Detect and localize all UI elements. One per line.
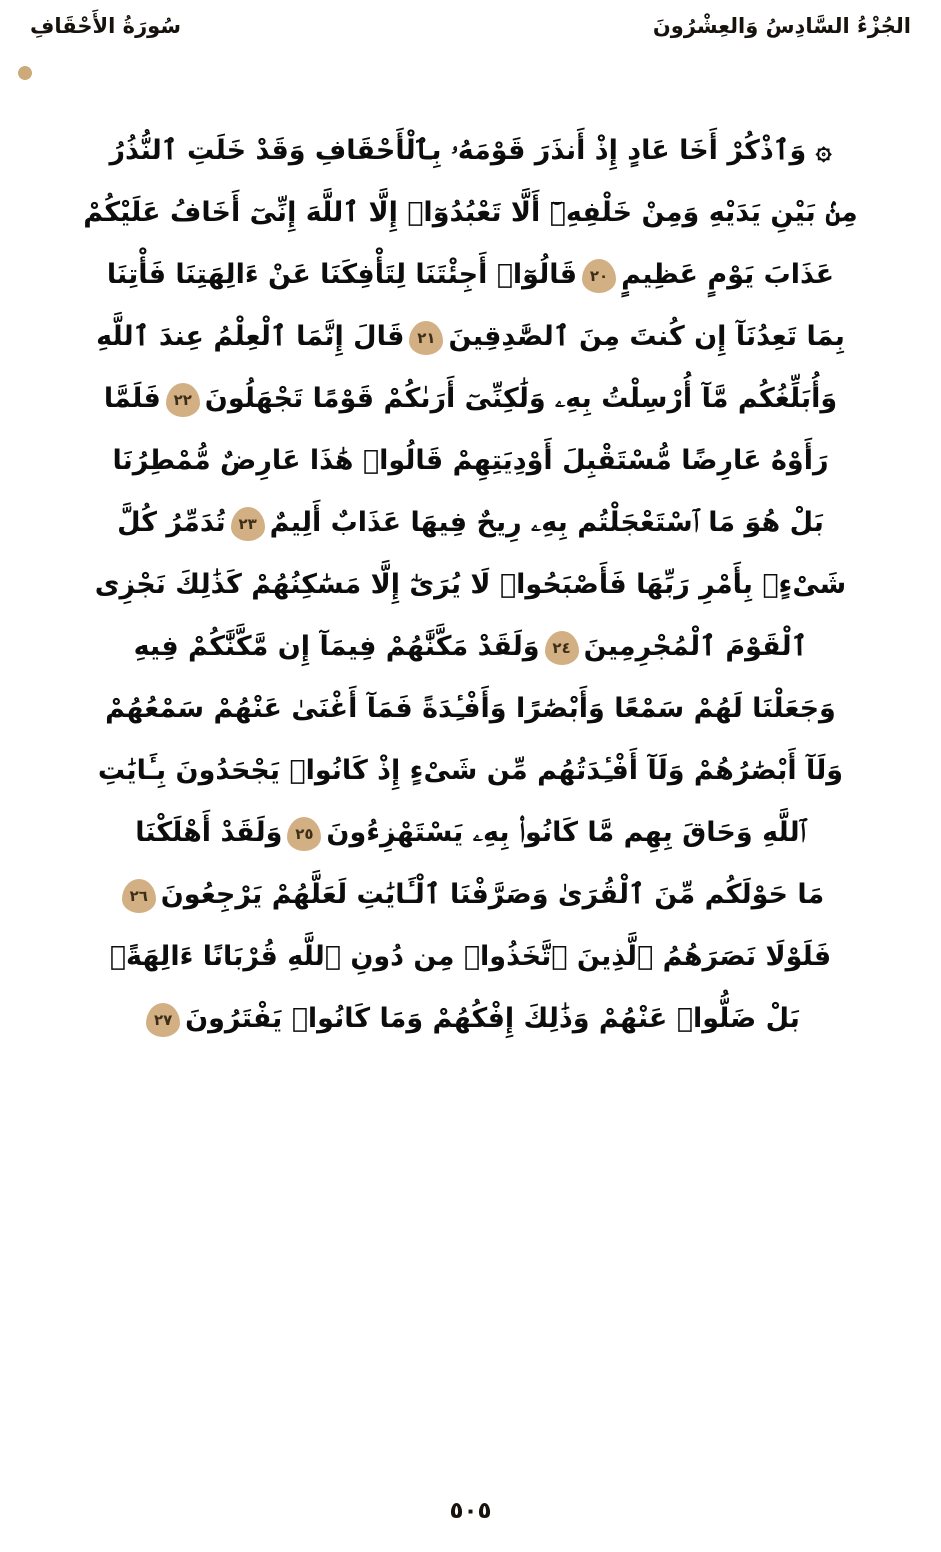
ayah-text: فَلَوْلَا نَصَرَهُمُ ٱلَّذِينَ ٱتَّخَذُوا۟ مِن دُونِ ٱللَّهِ قُرْبَانًا ءَالِهَةًۢ <box>109 941 832 972</box>
ayah-number-marker: ٢٤ <box>545 631 579 665</box>
ayah-text-continued: فَلَمَّا <box>103 383 161 414</box>
ayah-line <box>70 492 871 554</box>
ayah-number-marker: ٢٠ <box>582 259 616 293</box>
ayah-line <box>70 430 871 492</box>
ayah-line <box>70 864 871 926</box>
juz-label: الجُزْءُ السَّادِسُ وَالعِشْرُونَ <box>652 14 911 38</box>
ayah-text: وَجَعَلْنَا لَهُمْ سَمْعًا وَأَبْصَٰرًا وَأَفْـِٔدَةً فَمَآ أَغْنَىٰ عَنْهُمْ سَمْعُهُمْ <box>105 693 836 724</box>
ayah-text: وَلَآ أَبْصَٰرُهُمْ وَلَآ أَفْـِٔدَتُهُم مِّن شَىْءٍ إِذْ كَانُوا۟ يَجْحَدُونَ بِـَٔايَٰتِ <box>97 755 844 786</box>
ayah-text: بَلْ ضَلُّوا۟ عَنْهُمْ وَذَٰلِكَ إِفْكُهُمْ وَمَا كَانُوا۟ يَفْتَرُونَ <box>185 1003 800 1034</box>
ayah-text-continued: وَلَقَدْ أَهْلَكْنَا <box>135 817 283 848</box>
ayah-line <box>70 740 871 802</box>
ayah-text-continued: قَالَ إِنَّمَا ٱلْعِلْمُ عِندَ ٱللَّهِ <box>96 321 405 352</box>
ayah-text: عَذَابَ يَوْمٍ عَظِيمٍ <box>621 259 835 290</box>
ayah-text-continued: وَلَقَدْ مَكَّنَّٰهُمْ فِيمَآ إِن مَّكَّنَّٰكُمْ فِيهِ <box>133 631 540 662</box>
scallop-edge-right <box>920 66 930 1474</box>
scallop-edge-bottom <box>18 1471 923 1481</box>
page-header <box>0 14 941 56</box>
ayah-text-continued: تُدَمِّرُ كُلَّ <box>117 507 226 538</box>
ayah-number-marker: ٢٣ <box>231 507 265 541</box>
ayah-line <box>70 926 871 988</box>
ayah-text: بَلْ هُوَ مَا ٱسْتَعْجَلْتُم بِهِۦ رِيحٌ فِيهَا عَذَابٌ أَلِيمٌ <box>269 507 824 538</box>
ayah-text: ٱللَّهِ وَحَاقَ بِهِم مَّا كَانُوا۟ بِهِۦ يَسْتَهْزِءُونَ <box>326 817 806 848</box>
ayah-number-marker: ٢٥ <box>287 817 321 851</box>
surah-label: سُورَةُ الأَحْقَافِ <box>30 14 181 38</box>
ayah-text-continued: قَالُوٓا۟ أَجِئْتَنَا لِتَأْفِكَنَا عَنْ ءَالِهَتِنَا فَأْتِنَا <box>106 259 578 290</box>
ayah-line <box>70 988 871 1050</box>
ayah-line <box>70 554 871 616</box>
ayah-text: وَأُبَلِّغُكُم مَّآ أُرْسِلْتُ بِهِۦ وَلَٰكِنِّىٓ أَرَىٰكُمْ قَوْمًا تَجْهَلُونَ <box>204 383 838 414</box>
ayah-line <box>70 306 871 368</box>
ayah-text: بِمَا تَعِدُنَآ إِن كُنتَ مِنَ ٱلصَّٰدِقِينَ <box>448 321 845 352</box>
ayah-line <box>70 802 871 864</box>
ayah-line <box>70 368 871 430</box>
ayah-text: شَىْءٍۭ بِأَمْرِ رَبِّهَا فَأَصْبَحُوا۟ لَا يُرَىٰٓ إِلَّا مَسَٰكِنُهُمْ كَذَٰلِكَ نَجْزِى <box>94 569 847 600</box>
page-number: ٥٠٥ <box>449 1498 492 1524</box>
ayah-text: مِنۢ بَيْنِ يَدَيْهِ وَمِنْ خَلْفِهِۦٓ أَلَّا تَعْبُدُوٓا۟ إِلَّا ٱللَّهَ إِنِّىٓ أَخَافُ عَلَيْكُمْ <box>83 197 858 228</box>
ayah-line <box>70 678 871 740</box>
ayah-text: ٱلْقَوْمَ ٱلْمُجْرِمِينَ <box>583 631 808 662</box>
ayah-line <box>70 244 871 306</box>
ayah-number-marker: ٢٢ <box>166 383 200 417</box>
ayah-text: مَا حَوْلَكُم مِّنَ ٱلْقُرَىٰ وَصَرَّفْنَا ٱلْـَٔايَٰتِ لَعَلَّهُمْ يَرْجِعُونَ <box>160 879 825 910</box>
ayah-number-marker: ٢٧ <box>146 1003 180 1037</box>
scallop-edge-top <box>18 59 923 69</box>
page-footer <box>0 1498 941 1524</box>
ayah-number-marker: ٢٦ <box>122 879 156 913</box>
scallop-edge-left <box>11 66 21 1474</box>
ayah-text: ۞ وَٱذْكُرْ أَخَا عَادٍ إِذْ أَنذَرَ قَوْمَهُۥ بِٱلْأَحْقَافِ وَقَدْ خَلَتِ ٱلنُّذُرُ <box>109 135 832 166</box>
ayah-line <box>70 120 871 182</box>
ayah-line <box>70 182 871 244</box>
ayah-line <box>70 616 871 678</box>
ayah-text: رَأَوْهُ عَارِضًا مُّسْتَقْبِلَ أَوْدِيَتِهِمْ قَالُوا۟ هَٰذَا عَارِضٌ مُّمْطِرُنَا <box>112 445 829 476</box>
quran-text-body <box>70 120 871 1420</box>
ayah-number-marker: ٢١ <box>409 321 443 355</box>
